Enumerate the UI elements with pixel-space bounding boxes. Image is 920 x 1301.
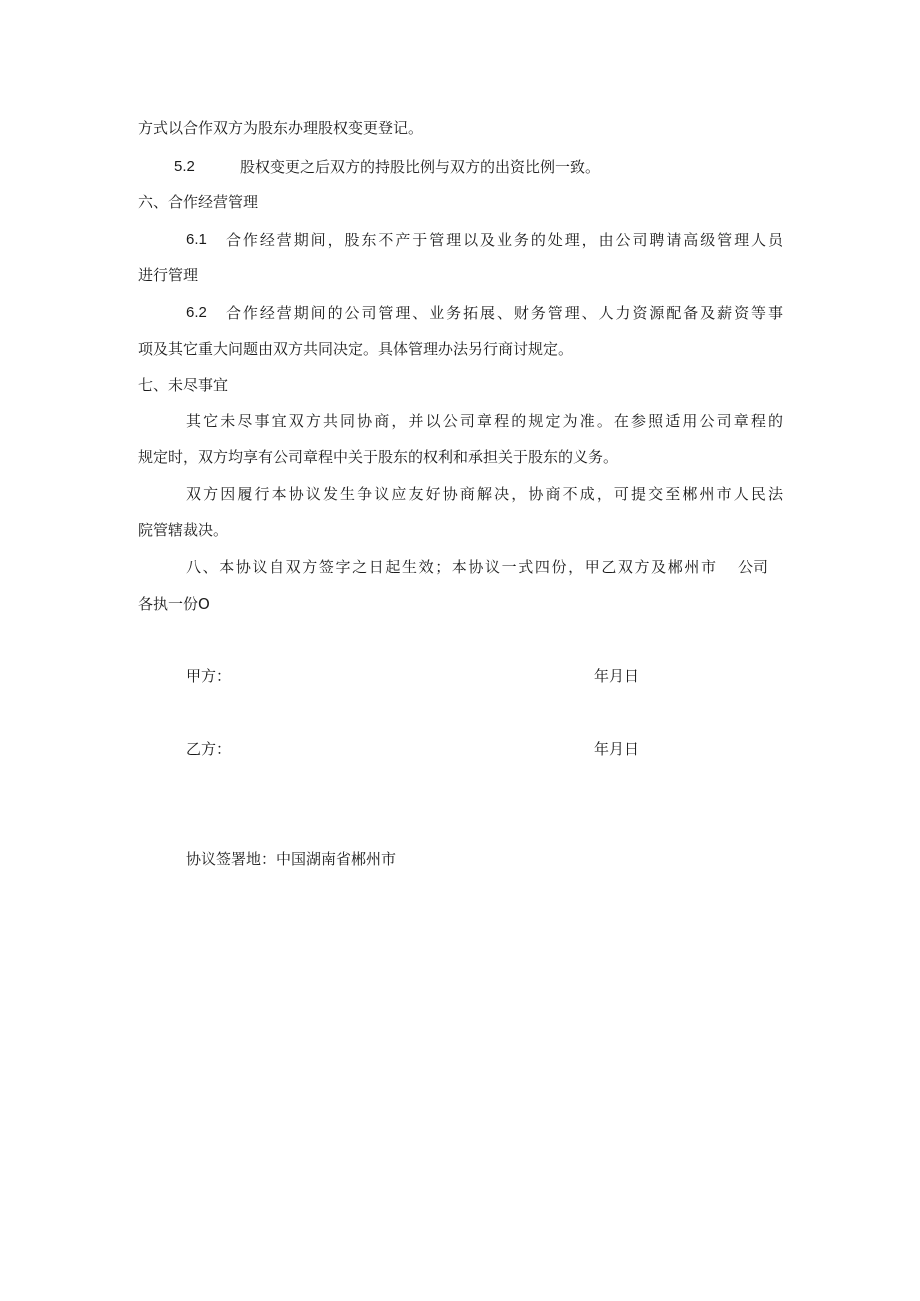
signing-place: 协议签署地：中国湖南省郴州市: [186, 850, 397, 868]
clause-6-2-line-1: 合作经营期间的公司管理、业务拓展、财务管理、人力资源配备及薪资等事: [226, 304, 783, 322]
para-7-b-line-2: 院管辖裁决。: [138, 521, 229, 539]
section-8-line-2: 各执一份O: [138, 595, 210, 613]
clause-6-2-line-2: 项及其它重大问题由双方共同决定。具体管理办法另行商讨规定。: [138, 340, 574, 358]
clause-5-1-tail: 方式以合作双方为股东办理股权变更登记。: [138, 119, 424, 137]
clause-6-1-number: 6.1: [186, 231, 207, 248]
party-a-label: 甲方：: [186, 667, 232, 685]
para-7-a-line-2: 规定时，双方均享有公司章程中关于股东的权利和承担关于股东的义务。: [138, 448, 619, 466]
party-a-date: 年月日: [594, 667, 640, 685]
party-b-date: 年月日: [594, 740, 640, 758]
clause-5-2-number: 5.2: [174, 158, 195, 175]
section-8-line-1: 八、本协议自双方签字之日起生效；本协议一式四份，甲乙双方及郴州市: [186, 558, 716, 576]
clause-6-2-number: 6.2: [186, 304, 207, 321]
clause-6-1-line-1: 合作经营期间，股东不产于管理以及业务的处理，由公司聘请高级管理人员: [226, 231, 783, 249]
section-6-heading: 六、合作经营管理: [138, 193, 259, 211]
party-b-label: 乙方：: [186, 740, 232, 758]
section-8-line-1-company: 公司: [738, 558, 769, 576]
section-7-heading: 七、未尽事宜: [138, 376, 229, 394]
para-7-b-line-1: 双方因履行本协议发生争议应友好协商解决，协商不成，可提交至郴州市人民法: [186, 485, 783, 503]
clause-5-2-text: 股权变更之后双方的持股比例与双方的出资比例一致。: [240, 158, 601, 176]
para-7-a-line-1: 其它未尽事宜双方共同协商，并以公司章程的规定为准。在参照适用公司章程的: [186, 412, 783, 430]
clause-6-1-line-2: 进行管理: [138, 266, 199, 284]
